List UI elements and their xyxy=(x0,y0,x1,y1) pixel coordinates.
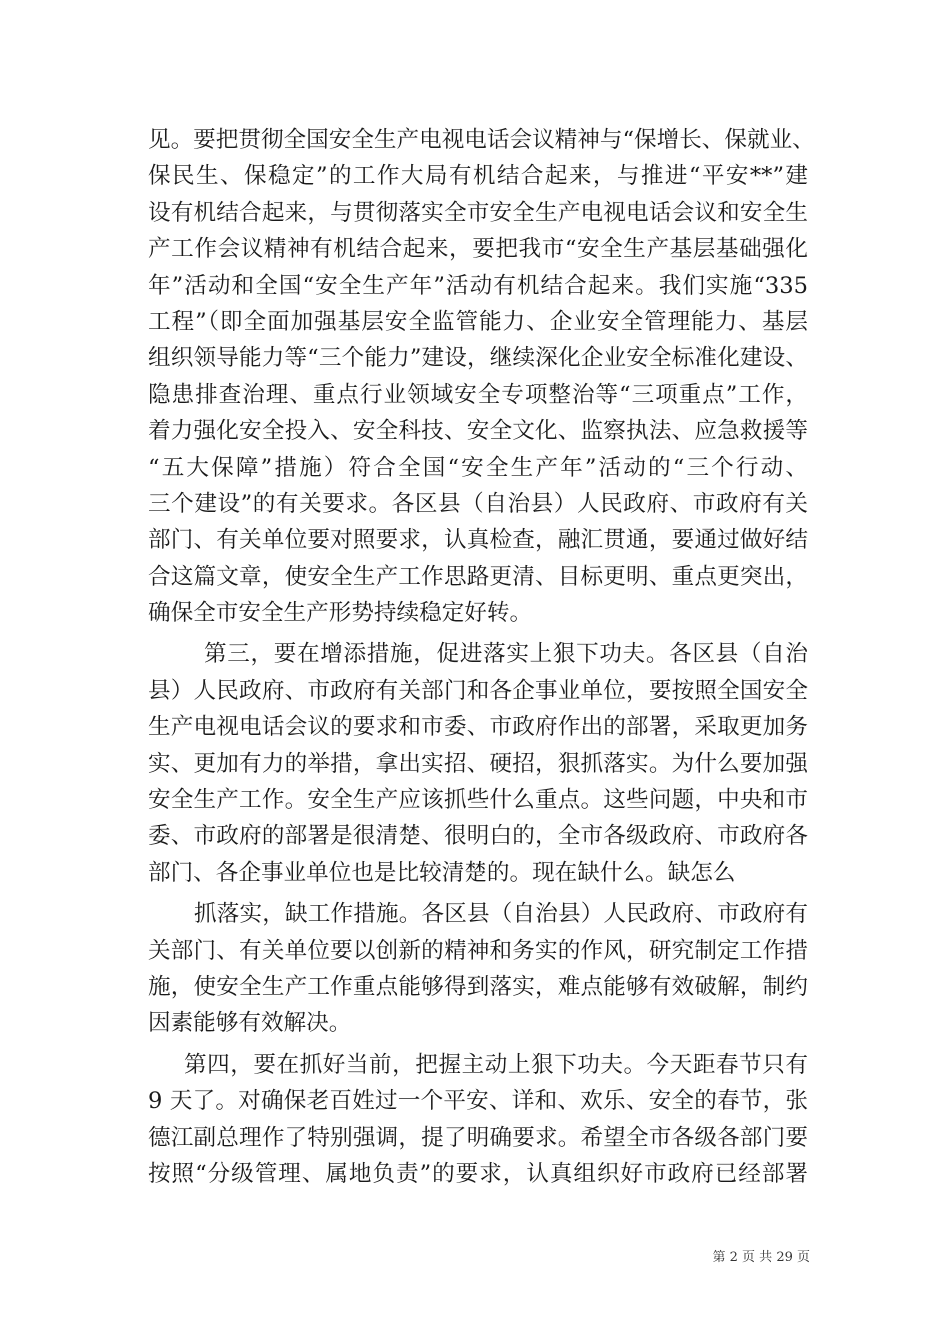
paragraph-2 xyxy=(148,636,808,891)
text-line: 安全生产工作。安全生产应该抓些什么重点。这些问题，中央和市 xyxy=(148,787,808,814)
text-line: 因素能够有效解决。 xyxy=(148,1010,352,1037)
text-line: 按照“分级管理、属地负责”的要求，认真组织好市政府已经部署 xyxy=(148,1160,808,1187)
text-line: 合这篇文章，使安全生产工作思路更清、目标更明、重点更突出， xyxy=(148,563,808,590)
text-line: 隐患排查治理、重点行业领域安全专项整治等“三项重点”工作， xyxy=(148,381,808,408)
text-line: 部门、各企事业单位也是比较清楚的。现在缺什么。缺怎么 xyxy=(148,859,736,886)
text-line: 德江副总理作了特别强调，提了明确要求。希望全市各级各部门要 xyxy=(148,1124,808,1151)
text-line: 工程”（即全面加强基层安全监管能力、企业安全管理能力、基层 xyxy=(148,308,808,335)
page-number-footer: 第 2 页 共 29 页 xyxy=(712,1250,810,1265)
text-line: 见。要把贯彻全国安全生产电视电话会议精神与“保增长、保就业、 xyxy=(148,127,815,153)
paragraph-3 xyxy=(148,896,808,1042)
text-line: 保民生、保稳定”的工作大局有机结合起来，与推进“平安**”建 xyxy=(148,163,808,190)
paragraph-4 xyxy=(148,1047,808,1193)
text-line: 生产电视电话会议的要求和市委、市政府作出的部署，采取更加务 xyxy=(148,714,808,741)
text-line: 着力强化安全投入、安全科技、安全文化、监察执法、应急救援等 xyxy=(148,418,808,445)
document-body xyxy=(148,122,815,1192)
text-line: 组织领导能力等“三个能力”建设，继续深化企业安全标准化建设、 xyxy=(148,345,808,372)
text-line: “五大保障”措施）符合全国“安全生产年”活动的“三个行动、 xyxy=(148,454,808,481)
text-line: 抓落实，缺工作措施。各区县（自治县）人民政府、市政府有 xyxy=(194,901,808,928)
text-line: 实、更加有力的举措，拿出实招、硬招，狠抓落实。为什么要加强 xyxy=(148,750,808,777)
text-line: 年”活动和全国“安全生产年”活动有机结合起来。我们实施“335 xyxy=(148,272,808,299)
text-line: 三个建设”的有关要求。各区县（自治县）人民政府、市政府有关 xyxy=(148,490,808,517)
text-line: 确保全市安全生产形势持续稳定好转。 xyxy=(148,600,533,627)
text-line: 产工作会议精神有机结合起来，要把我市“安全生产基层基础强化 xyxy=(148,236,808,263)
text-line: 部门、有关单位要对照要求，认真检查，融汇贯通，要通过做好结 xyxy=(148,527,808,554)
paragraph-1 xyxy=(148,122,815,631)
text-line: 县）人民政府、市政府有关部门和各企事业单位，要按照全国安全 xyxy=(148,677,808,704)
text-line: 9 天了。对确保老百姓过一个平安、详和、欢乐、安全的春节，张 xyxy=(148,1088,808,1115)
text-line: 委、市政府的部署是很清楚、很明白的，全市各级政府、市政府各 xyxy=(148,823,808,850)
text-line: 第四，要在抓好当前，把握主动上狠下功夫。今天距春节只有 xyxy=(184,1051,808,1078)
text-line: 施，使安全生产工作重点能够得到落实，难点能够有效破解，制约 xyxy=(148,973,808,1000)
text-line: 第三，要在增添措施，促进落实上狠下功夫。各区县（自治 xyxy=(204,641,808,668)
text-line: 关部门、有关单位要以创新的精神和务实的作风，研究制定工作措 xyxy=(148,937,808,964)
text-line: 设有机结合起来，与贯彻落实全市安全生产电视电话会议和安全生 xyxy=(148,199,808,226)
